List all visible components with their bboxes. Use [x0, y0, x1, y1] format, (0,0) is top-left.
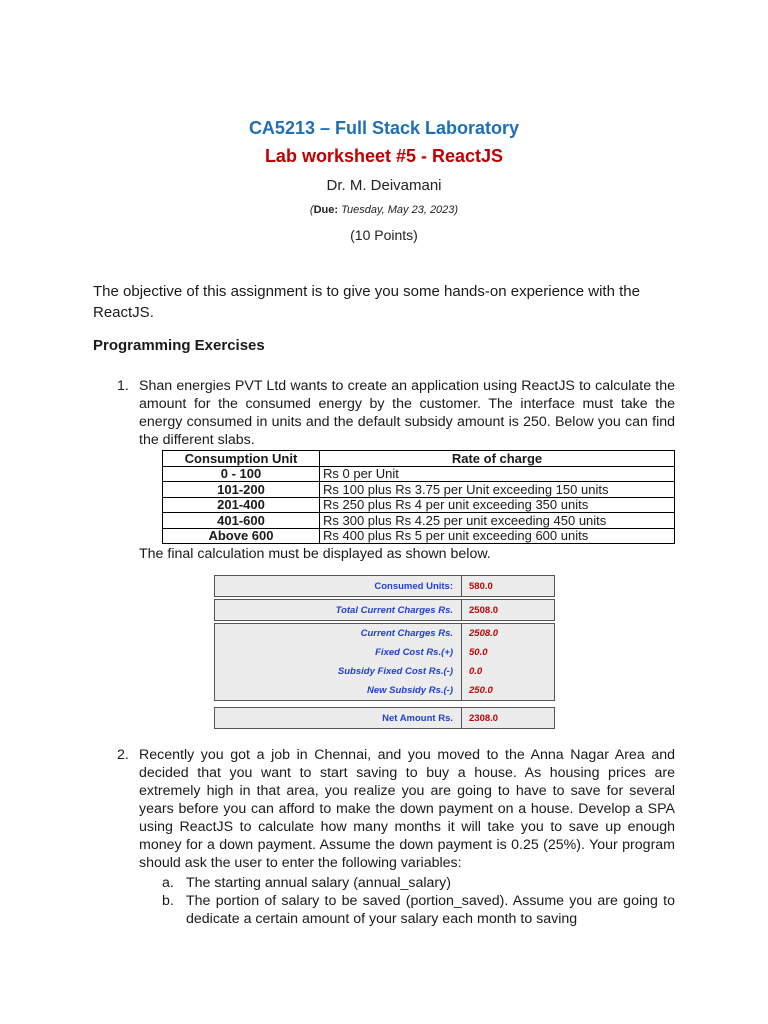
rate-cell: Rs 300 plus Rs 4.25 per unit exceeding 450 units: [320, 513, 675, 529]
due-date-line: [0, 204, 768, 216]
exercise-1-number: 1.: [117, 378, 129, 394]
subsidy-fixed-label: Subsidy Fixed Cost Rs.(-): [337, 666, 453, 677]
rate-cell: Rs 100 plus Rs 3.75 per Unit exceeding 150 units: [320, 482, 675, 498]
new-subsidy-row: [215, 681, 554, 700]
rate-cell: Rs 250 plus Rs 4 per unit exceeding 350 units: [320, 497, 675, 513]
net-amount-box: [214, 707, 555, 729]
current-charges-value: 2508.0: [469, 628, 499, 639]
unit-cell: 201-400: [163, 497, 320, 513]
exercise-2-text: Recently you got a job in Chennai, and you moved to the Anna Nagar Area and decided that you want to start saving to buy a house. As housing prices are extremely high in that area, you realize you are going to have to save for several years before you can afford to make the down payment on a house. Develop a SPA using ReactJS to calculate how many months it will take you to save up enough money for a down payment. Assume the down payment is 0.25 (25%). Your program should ask the user to enter the following variables:: [139, 747, 675, 871]
charges-breakdown-box: [214, 623, 555, 701]
subsidy-fixed-value: 0.0: [469, 666, 483, 677]
table-row: [163, 528, 675, 544]
sub-item-a-letter: a.: [162, 875, 174, 891]
table-row: [163, 497, 675, 513]
fixed-cost-value: 50.0: [469, 647, 488, 658]
slab-table-header: [163, 451, 675, 467]
fixed-cost-row: [215, 643, 554, 662]
total-charges-label: Total Current Charges Rs.: [335, 604, 453, 616]
points: (10 Points): [350, 227, 418, 243]
exercise-2-number: 2.: [117, 747, 129, 763]
exercise-1-text: Shan energies PVT Ltd wants to create an application using ReactJS to calculate the amount for the consumed energy by the customer. The interface must take the energy consumed in units and the default subsidy amount is 250. Below you can find the different slabs.: [139, 378, 675, 448]
rate-cell: Rs 0 per Unit: [320, 466, 675, 482]
net-amount-value: 2308.0: [469, 712, 499, 724]
unit-cell: 401-600: [163, 513, 320, 529]
header-consumption-unit: Consumption Unit: [163, 451, 320, 467]
slab-table: [162, 450, 675, 544]
final-calculation-note: The final calculation must be displayed as shown below.: [139, 546, 491, 562]
unit-cell: 101-200: [163, 482, 320, 498]
total-charges-box: [214, 599, 555, 621]
unit-cell: 0 - 100: [163, 466, 320, 482]
table-row: [163, 513, 675, 529]
exercises-heading: Programming Exercises: [93, 337, 265, 354]
table-row: [163, 466, 675, 482]
due-open-paren: (: [309, 204, 314, 216]
table-row: [163, 482, 675, 498]
current-charges-label: Current Charges Rs.: [360, 628, 453, 639]
sub-item-b-text: The portion of salary to be saved (portion_saved). Assume you are going to dedicate a certain amount of your salary each month to saving: [186, 893, 675, 927]
header-rate-of-charge: Rate of charge: [320, 451, 675, 467]
consumed-units-box: [214, 575, 555, 597]
fixed-cost-label: Fixed Cost Rs.(+): [375, 647, 453, 658]
consumed-units-label: Consumed Units:: [374, 580, 453, 592]
consumed-units-value: 580.0: [469, 580, 493, 592]
objective-paragraph: The objective of this assignment is to give you some hands-on experience with the ReactJS.: [93, 283, 640, 321]
sub-item-b-letter: b.: [162, 893, 174, 909]
current-charges-row: [215, 624, 554, 643]
net-amount-label: Net Amount Rs.: [382, 712, 453, 724]
new-subsidy-value: 250.0: [469, 685, 493, 696]
total-charges-value: 2508.0: [469, 604, 499, 616]
course-title: CA5213 – Full Stack Laboratory: [248, 118, 520, 138]
due-label: Due:: [313, 204, 339, 216]
worksheet-title: Lab worksheet #5 - ReactJS: [264, 146, 504, 166]
rate-cell: Rs 400 plus Rs 5 per unit exceeding 600 units: [320, 528, 675, 544]
sub-item-a-text: The starting annual salary (annual_salary): [186, 875, 451, 891]
due-date: Tuesday, May 23, 2023): [338, 204, 459, 216]
subsidy-fixed-row: [215, 662, 554, 681]
author-name: Dr. M. Deivamani: [326, 177, 442, 194]
unit-cell: Above 600: [163, 528, 320, 544]
new-subsidy-label: New Subsidy Rs.(-): [366, 685, 453, 696]
